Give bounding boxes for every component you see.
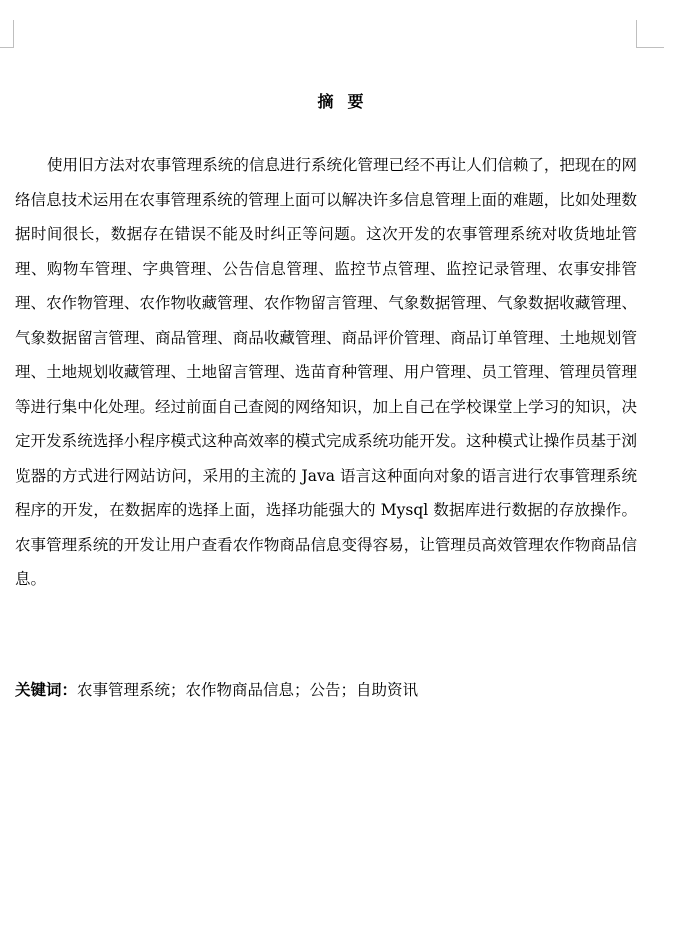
keywords-label: 关键词： — [15, 681, 78, 699]
crop-mark-top-right — [636, 20, 664, 48]
abstract-title: 摘要 — [317, 92, 378, 111]
keywords-line — [15, 676, 637, 704]
keywords-value: 农事管理系统；农作物商品信息；公告；自助资讯 — [77, 681, 419, 699]
abstract-body: 使用旧方法对农事管理系统的信息进行系统化管理已经不再让人们信赖了，把现在的网络信息技术运用在农事管理系统的管理上面可以解决许多信息管理上面的难题，比如处理数据时间很长，数据存在错误不能及时纠正等问题。这次开发的农事管理系统对收货地址管理、购物车管理、字典管理、公告信息管理、监控节点管理、监控记录管理、农事安排管理、农作物管理、农作物收藏管理、农作物留言管理、气象数据管理、气象数据收藏管理、气象数据留言管理、商品管理、商品收藏管理、商品评价管理、商品订单管理、土地规划管理、土地规划收藏管理、土地留言管理、选苗育种管理、用户管理、员工管理、管理员管理等进行集中化处理。经过前面自己查阅的网络知识，加上自己在学校课堂上学习的知识，决定开发系统选择小程序模式这种高效率的模式完成系统功能开发。这种模式让操作员基于浏览器的方式进行网站访问，采用的主流的 Java 语言这种面向对象的语言进行农事管理系统程序的开发，在数据库的选择上面，选择功能强大的 Mysql 数据库进行数据的存放操作。农事管理系统的开发让用户查看农作物商品信息变得容易，让管理员高效管理农作物商品信息。 — [15, 156, 637, 588]
crop-mark-top-left — [0, 20, 14, 48]
